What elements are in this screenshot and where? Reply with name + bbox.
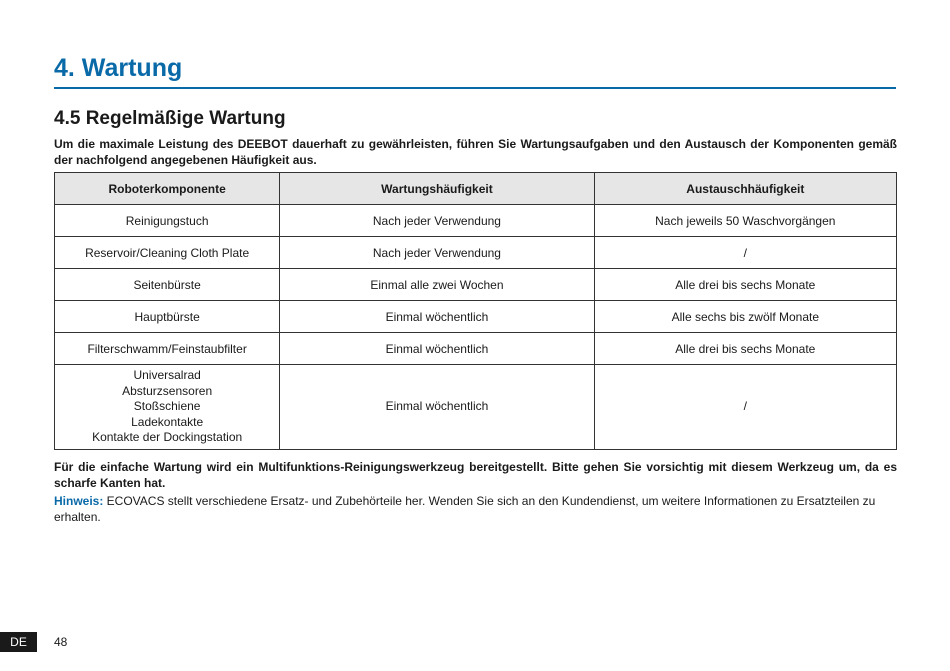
table-row [55, 205, 897, 237]
section-intro: Um die maximale Leistung des DEEBOT dauerhaft zu gewährleisten, führen Sie Wartungsaufgaben und den Austausch der Komponenten gemäß der nachfolgend angegebenen Häufigkeit aus. [54, 137, 897, 167]
table-row [55, 301, 897, 333]
table-row [55, 237, 897, 269]
maintenance-table [54, 172, 897, 450]
cell-maintenance: Einmal alle zwei Wochen [280, 269, 594, 301]
header-component: Roboterkomponente [55, 173, 280, 205]
section-title: 4.5 Regelmäßige Wartung [54, 108, 286, 129]
cell-maintenance: Nach jeder Verwendung [280, 237, 594, 269]
table-row [55, 365, 897, 450]
cell-maintenance: Einmal wöchentlich [280, 365, 594, 450]
component-item: Kontakte der Dockingstation [92, 430, 243, 445]
hint-label: Hinweis: [54, 494, 104, 508]
cell-component: Filterschwamm/Feinstaubfilter [55, 333, 280, 365]
hint-note [54, 493, 897, 525]
component-item: Absturzsensoren [122, 383, 213, 398]
cell-replacement: / [594, 237, 896, 269]
cell-component-list [55, 365, 280, 450]
component-item: Universalrad [133, 368, 201, 383]
cell-component: Seitenbürste [55, 269, 280, 301]
hint-text: ECOVACS stellt verschiedene Ersatz- und Zubehörteile her. Wenden Sie sich an den Kundendienst, um weitere Informationen zu Ersatzteilen zu erhalten. [54, 494, 876, 524]
language-badge: DE [0, 632, 37, 652]
page-number: 48 [54, 635, 68, 649]
table-header-row [55, 173, 897, 205]
cell-component: Hauptbürste [55, 301, 280, 333]
header-maintenance: Wartungshäufigkeit [280, 173, 594, 205]
table-row [55, 333, 897, 365]
cell-replacement: / [594, 365, 896, 450]
cell-maintenance: Einmal wöchentlich [280, 333, 594, 365]
tool-note: Für die einfache Wartung wird ein Multifunktions-Reinigungswerkzeug bereitgestellt. Bitte gehen Sie vorsichtig mit diesem Werkzeug um, da es scharfe Kanten hat. [54, 460, 897, 490]
component-item: Ladekontakte [131, 414, 204, 429]
cell-replacement: Alle drei bis sechs Monate [594, 333, 896, 365]
cell-component: Reinigungstuch [55, 205, 280, 237]
cell-replacement: Nach jeweils 50 Waschvorgängen [594, 205, 896, 237]
component-item: Stoßschiene [133, 399, 201, 414]
table-row [55, 269, 897, 301]
cell-maintenance: Nach jeder Verwendung [280, 205, 594, 237]
cell-maintenance: Einmal wöchentlich [280, 301, 594, 333]
chapter-title: 4. Wartung [54, 54, 183, 82]
cell-replacement: Alle sechs bis zwölf Monate [594, 301, 896, 333]
header-replacement: Austauschhäufigkeit [594, 173, 896, 205]
cell-component: Reservoir/Cleaning Cloth Plate [55, 237, 280, 269]
chapter-divider [54, 87, 896, 89]
cell-replacement: Alle drei bis sechs Monate [594, 269, 896, 301]
